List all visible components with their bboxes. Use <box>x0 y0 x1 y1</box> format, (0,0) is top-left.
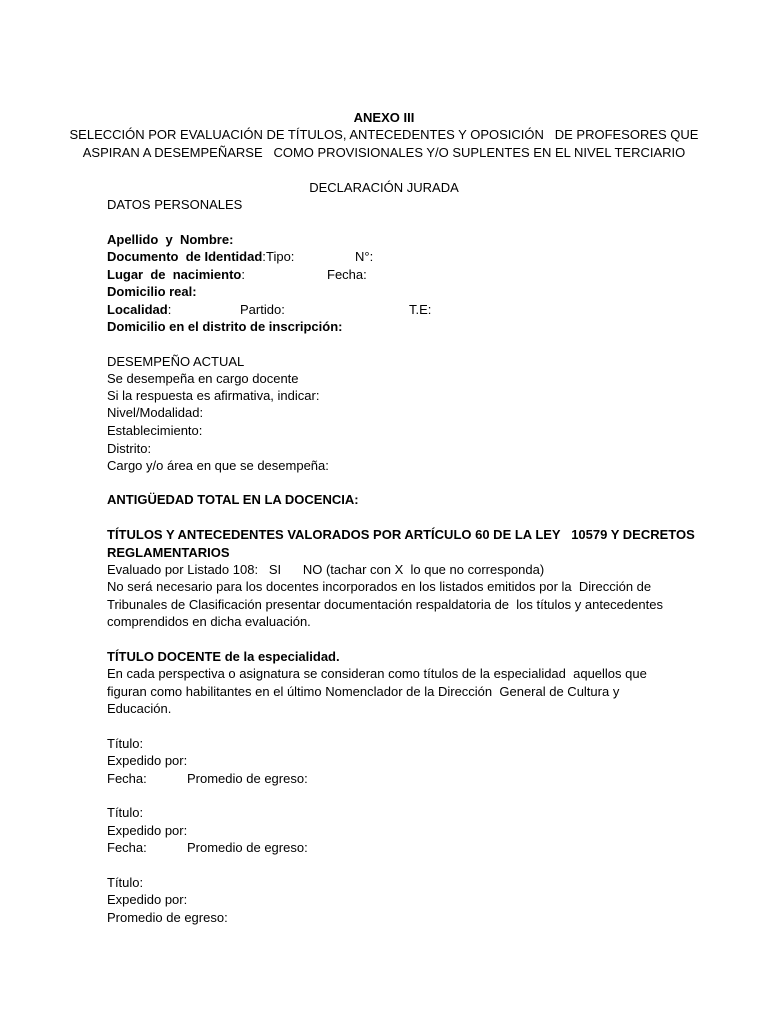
id-number-label: N°: <box>355 249 374 264</box>
evaluated-line: Evaluado por Listado 108: SI NO (tachar con X lo que no corresponda) <box>107 562 545 577</box>
current-line-1: Se desempeña en cargo docente <box>107 371 299 386</box>
position-label: Cargo y/o área en que se desempeña: <box>107 458 329 473</box>
average-label: Promedio de egreso: <box>187 840 308 855</box>
name-label: Apellido y Nombre: <box>107 232 234 247</box>
current-heading: DESEMPEÑO ACTUAL <box>107 354 245 369</box>
birth-date-label: Fecha: <box>327 267 367 282</box>
teaching-title-line-3: Educación. <box>107 701 172 716</box>
title-field-label: Título: <box>107 875 144 890</box>
titles-heading-line-1: TÍTULOS Y ANTECEDENTES VALORADOS POR ARTÍCULO 60 DE LA LEY 10579 Y DECRETOS <box>107 527 695 542</box>
average-label: Promedio de egreso: <box>107 910 228 925</box>
id-colon: : <box>262 249 266 264</box>
subtitle-line-1: SELECCIÓN POR EVALUACIÓN DE TÍTULOS, ANTECEDENTES Y OPOSICIÓN DE PROFESORES QUE <box>69 127 699 142</box>
birthplace-row <box>107 266 245 283</box>
locality-label: Localidad <box>107 302 168 317</box>
seniority-heading: ANTIGÜEDAD TOTAL EN LA DOCENCIA: <box>107 492 359 507</box>
subtitle-line-2: ASPIRAN A DESEMPEÑARSE COMO PROVISIONALES Y/O SUPLENTES EN EL NIVEL TERCIARIO <box>82 145 686 160</box>
title-field-label: Título: <box>107 805 144 820</box>
note-line-3: comprendidos en dicha evaluación. <box>107 614 311 629</box>
establishment-label: Establecimiento: <box>107 423 203 438</box>
personal-data-heading: DATOS PERSONALES <box>107 197 243 212</box>
teaching-title-line-1: En cada perspectiva o asignatura se consideran como títulos de la especialidad aquellos que <box>107 666 647 681</box>
district-address-label: Domicilio en el distrito de inscripción: <box>107 319 343 334</box>
date-label: Fecha: <box>107 771 147 786</box>
partido-label: Partido: <box>240 302 285 317</box>
issued-by-label: Expedido por: <box>107 892 188 907</box>
declaration-title: DECLARACIÓN JURADA <box>309 180 459 195</box>
average-label: Promedio de egreso: <box>187 771 308 786</box>
current-line-2: Si la respuesta es afirmativa, indicar: <box>107 388 320 403</box>
issued-by-label: Expedido por: <box>107 753 188 768</box>
id-type-label: Tipo: <box>266 249 295 264</box>
locality-row <box>107 301 171 318</box>
date-label: Fecha: <box>107 840 147 855</box>
level-label: Nivel/Modalidad: <box>107 405 204 420</box>
address-label: Domicilio real: <box>107 284 197 299</box>
note-line-1: No será necesario para los docentes incorporados en los listados emitidos por la Dirección de <box>107 579 652 594</box>
note-line-2: Tribunales de Clasificación presentar documentación respaldatoria de los títulos y antecedentes <box>107 597 663 612</box>
title-field-label: Título: <box>107 736 144 751</box>
teaching-title-line-2: figuran como habilitantes en el último Nomenclador de la Dirección General de Cultura y <box>107 684 620 699</box>
id-label: Documento de Identidad <box>107 249 263 264</box>
birthplace-colon: : <box>241 267 245 282</box>
titles-heading-line-2: REGLAMENTARIOS <box>107 545 230 560</box>
phone-label: T.E: <box>409 302 432 317</box>
locality-colon: : <box>167 302 172 317</box>
current-district-label: Distrito: <box>107 441 152 456</box>
id-row <box>107 248 266 265</box>
annex-title: ANEXO III <box>353 110 415 125</box>
teaching-title-heading: TÍTULO DOCENTE de la especialidad. <box>107 649 340 664</box>
issued-by-label: Expedido por: <box>107 823 188 838</box>
birthplace-label: Lugar de nacimiento <box>107 267 242 282</box>
